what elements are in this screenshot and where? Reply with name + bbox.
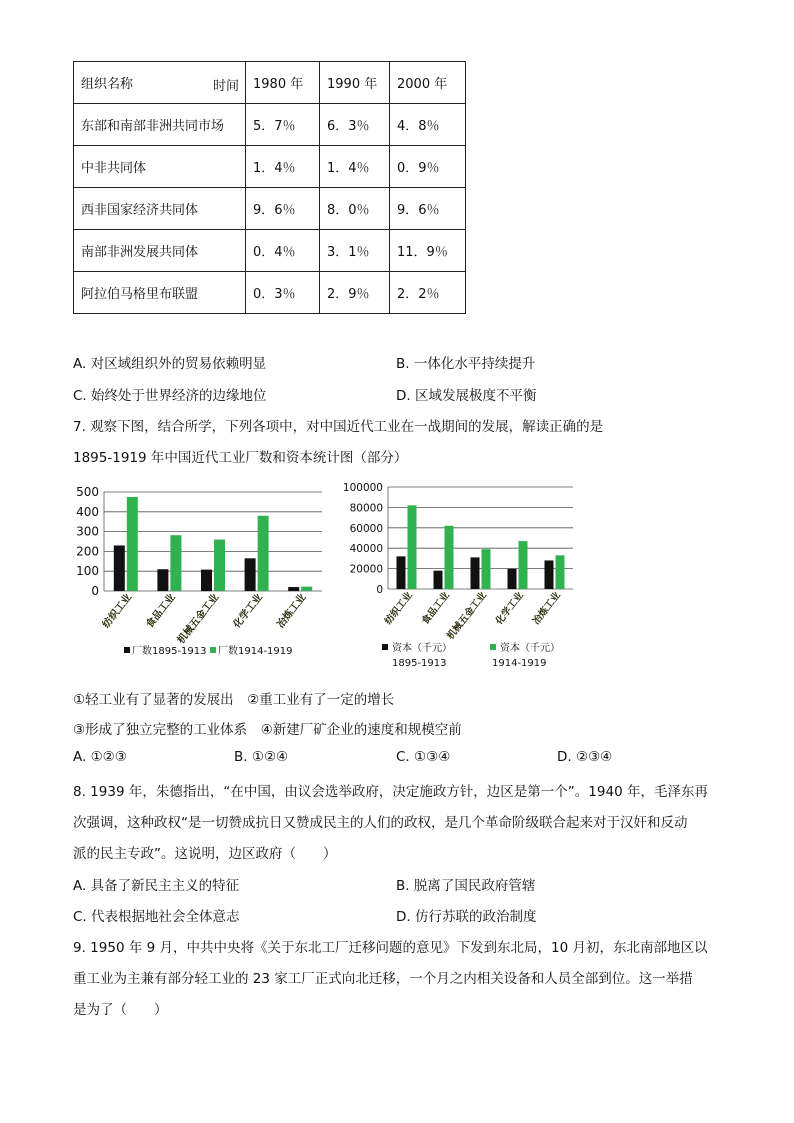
q7-option-a: A. ①②③ bbox=[73, 749, 127, 765]
org-name: 西非国家经济共同体 bbox=[74, 188, 246, 230]
org-name: 南部非洲发展共同体 bbox=[74, 230, 246, 272]
legend-swatch bbox=[490, 644, 496, 650]
table-corner-header bbox=[74, 62, 246, 104]
bar bbox=[482, 549, 491, 589]
category-label: 冶炼工业 bbox=[275, 592, 309, 631]
org-name: 中非共同体 bbox=[74, 146, 246, 188]
category-label: 化学工业 bbox=[493, 590, 526, 627]
table-cell: 8．0％ bbox=[320, 188, 390, 230]
bar bbox=[434, 571, 443, 589]
bar bbox=[445, 526, 454, 589]
table-cell: 3．1％ bbox=[320, 230, 390, 272]
header-org-name: 组织名称 bbox=[81, 77, 134, 92]
bar bbox=[127, 497, 138, 591]
org-name: 阿拉伯马格里布联盟 bbox=[74, 272, 246, 314]
y-tick-label: 40000 bbox=[349, 543, 383, 556]
bar bbox=[157, 569, 168, 591]
y-tick-label: 20000 bbox=[349, 563, 383, 576]
category-label: 机械五金工业 bbox=[175, 592, 222, 647]
table-cell: 2．9％ bbox=[320, 272, 390, 314]
table-cell: 6．3％ bbox=[320, 104, 390, 146]
legend-swatch bbox=[382, 644, 388, 650]
q6-option-a: A. 对区域组织外的贸易依赖明显 bbox=[73, 356, 267, 372]
table-cell: 1．4％ bbox=[320, 146, 390, 188]
q7-statements-2: ③形成了独立完整的工业体系 ④新建厂矿企业的速度和规模空前 bbox=[73, 722, 462, 738]
table-cell: 2．2％ bbox=[390, 272, 466, 314]
q8-stem-1: 8. 1939 年，朱德指出，“在中国，由议会选举政府，决定施政方针，边区是第一个”。1940 年，毛泽东再 bbox=[73, 784, 708, 800]
q7-chart-caption: 1895-1919 年中国近代工业厂数和资本统计图（部分） bbox=[73, 450, 408, 466]
bar bbox=[258, 516, 269, 591]
legend-label: 资本（千元） bbox=[500, 643, 560, 654]
bar bbox=[519, 541, 528, 589]
q9-stem-1: 9. 1950 年 9 月，中共中央将《关于东北工厂迁移问题的意见》下发到东北局，10 月初，东北南部地区以 bbox=[73, 940, 708, 956]
legend-label: 厂数1895-1913 bbox=[132, 646, 207, 657]
q7-option-b: B. ①②④ bbox=[234, 749, 289, 765]
table-row bbox=[74, 104, 466, 146]
table-row bbox=[74, 230, 466, 272]
table-row bbox=[74, 146, 466, 188]
bar bbox=[114, 545, 125, 591]
legend-swatch bbox=[124, 647, 130, 653]
header-time: 时间 bbox=[212, 79, 239, 94]
table-cell: 9．6％ bbox=[246, 188, 320, 230]
y-tick-label: 0 bbox=[376, 584, 383, 596]
table-cell: 1．4％ bbox=[246, 146, 320, 188]
legend-label: 1914-1919 bbox=[492, 658, 547, 669]
category-label: 食品工业 bbox=[419, 590, 452, 627]
q8-option-a: A. 具备了新民主主义的特征 bbox=[73, 878, 240, 894]
legend-label: 资本（千元） bbox=[392, 643, 452, 654]
bar bbox=[408, 505, 417, 589]
bar bbox=[545, 560, 554, 589]
q6-option-b: B. 一体化水平持续提升 bbox=[396, 356, 536, 372]
capital-chart bbox=[338, 476, 594, 670]
table-header-row bbox=[74, 62, 466, 104]
factory-count-chart bbox=[70, 478, 340, 670]
y-tick-label: 500 bbox=[76, 485, 99, 499]
q9-stem-3: 是为了（ ） bbox=[73, 1002, 168, 1018]
trade-share-table bbox=[73, 61, 466, 314]
table-cell: 5．7％ bbox=[246, 104, 320, 146]
table-cell: 0．3％ bbox=[246, 272, 320, 314]
y-tick-label: 100 bbox=[76, 564, 99, 579]
y-tick-label: 100000 bbox=[342, 482, 383, 494]
bar bbox=[201, 570, 212, 591]
y-tick-label: 80000 bbox=[349, 502, 383, 515]
org-name: 东部和南部非洲共同市场 bbox=[74, 104, 246, 146]
q8-option-c: C. 代表根据地社会全体意志 bbox=[73, 909, 240, 925]
y-tick-label: 0 bbox=[91, 584, 99, 598]
table-cell: 9．6％ bbox=[390, 188, 466, 230]
bar bbox=[508, 569, 517, 589]
table-cell: 4．8％ bbox=[390, 104, 466, 146]
q8-stem-3: 派的民主专政”。这说明，边区政府（ ） bbox=[73, 846, 337, 862]
header-year: 2000 年 bbox=[390, 62, 466, 104]
q6-option-d: D. 区域发展极度不平衡 bbox=[396, 388, 537, 404]
q7-option-d: D. ②③④ bbox=[557, 749, 613, 765]
bar bbox=[471, 557, 480, 589]
bar bbox=[170, 535, 181, 591]
q8-option-b: B. 脱离了国民政府管辖 bbox=[396, 878, 536, 894]
table-cell: 0．9％ bbox=[390, 146, 466, 188]
y-tick-label: 60000 bbox=[349, 522, 383, 535]
q8-stem-2: 次强调，这种政权“是一切赞成抗日又赞成民主的人们的政权，是几个革命阶级联合起来对于汉奸和反动 bbox=[73, 815, 688, 831]
legend-swatch bbox=[210, 647, 216, 653]
legend-label: 厂数1914-1919 bbox=[218, 646, 293, 657]
bar bbox=[288, 587, 299, 591]
bar bbox=[397, 556, 406, 589]
legend-label: 1895-1913 bbox=[392, 658, 447, 669]
y-tick-label: 300 bbox=[76, 524, 99, 539]
category-label: 食品工业 bbox=[144, 592, 178, 631]
header-year: 1990 年 bbox=[320, 62, 390, 104]
category-label: 化学工业 bbox=[231, 592, 265, 631]
q6-option-c: C. 始终处于世界经济的边缘地位 bbox=[73, 388, 267, 404]
bar bbox=[214, 540, 225, 591]
q7-option-c: C. ①③④ bbox=[396, 749, 451, 765]
y-tick-label: 400 bbox=[76, 504, 99, 519]
table-row bbox=[74, 272, 466, 314]
q7-stem: 7. 观察下图，结合所学，下列各项中，对中国近代工业在一战期间的发展，解读正确的是 bbox=[73, 419, 604, 435]
bar bbox=[556, 555, 565, 589]
bar bbox=[301, 587, 312, 591]
category-label: 机械五金工业 bbox=[445, 590, 489, 642]
y-tick-label: 200 bbox=[76, 544, 99, 559]
bar bbox=[245, 558, 256, 591]
table-cell: 0．4％ bbox=[246, 230, 320, 272]
q7-statements-1: ①轻工业有了显著的发展出 ②重工业有了一定的增长 bbox=[73, 692, 395, 708]
table-row bbox=[74, 188, 466, 230]
category-label: 纺织工业 bbox=[100, 592, 135, 631]
q9-stem-2: 重工业为主兼有部分轻工业的 23 家工厂正式向北迁移，一个月之内相关设备和人员全部到位。这一举措 bbox=[73, 971, 693, 987]
header-year: 1980 年 bbox=[246, 62, 320, 104]
category-label: 冶炼工业 bbox=[530, 590, 563, 627]
category-label: 纺织工业 bbox=[382, 590, 415, 627]
table-cell: 11．9％ bbox=[390, 230, 466, 272]
q8-option-d: D. 仿行苏联的政治制度 bbox=[396, 909, 537, 925]
